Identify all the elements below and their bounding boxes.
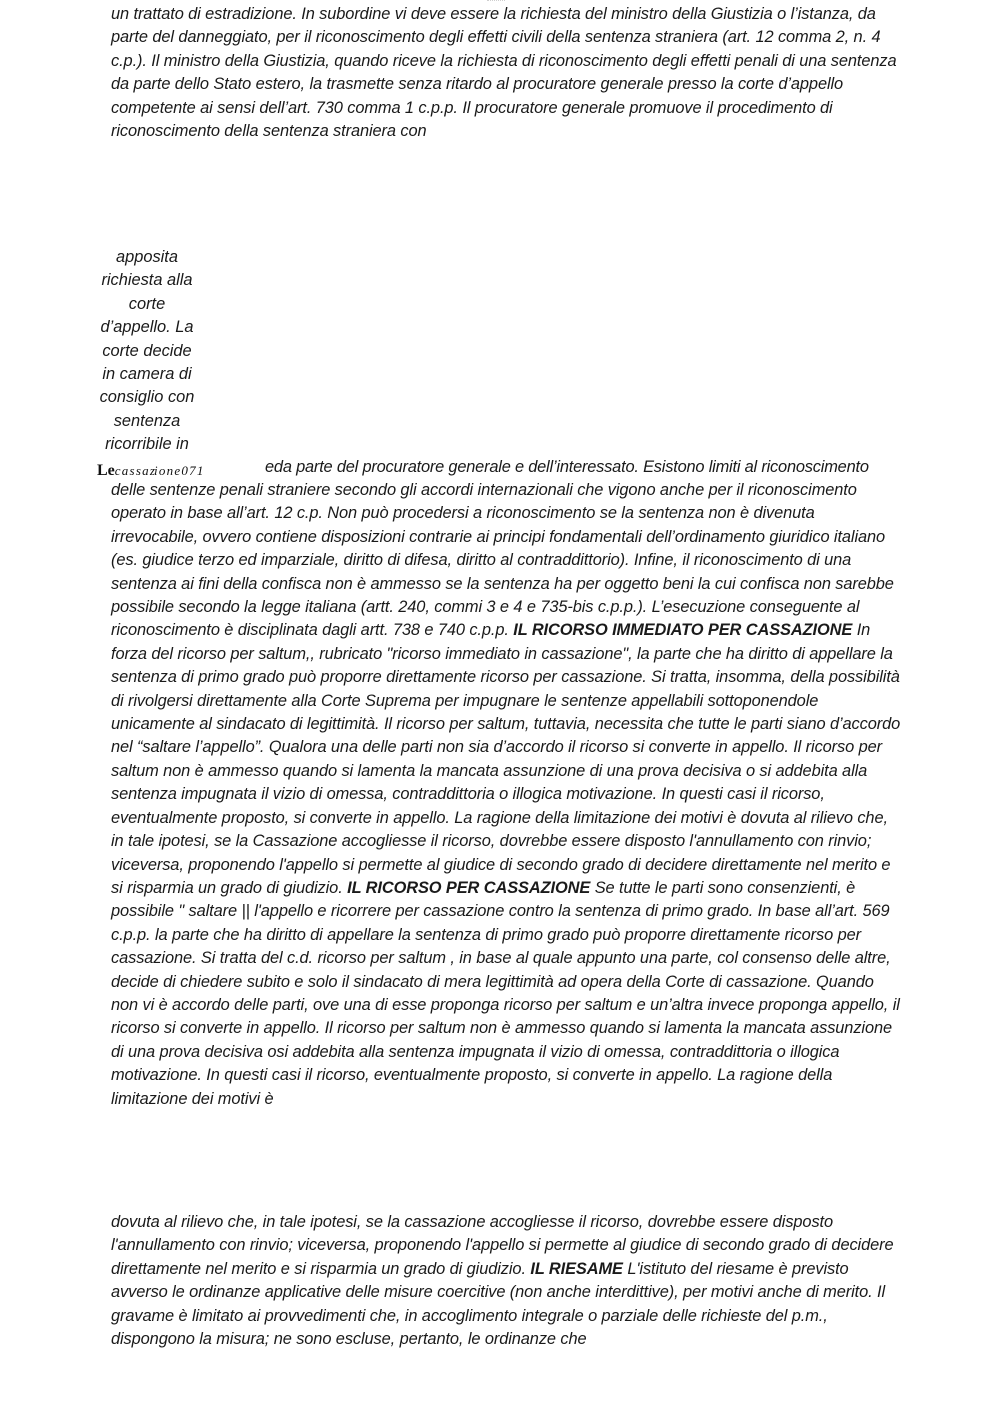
- paragraph-estradizione: [111, 3, 901, 143]
- column-line: d’appello. La: [100, 318, 194, 337]
- column-line: sentenza: [113, 411, 181, 430]
- paragraph-text-a: delle sentenze penali straniere secondo gli accordi internazionali che vigono anche per il riconoscimento operato in base all’art. 12 c.p. Non può procedersi a riconoscimento se la sentenza non è divenuta irrevocabile, ovvero contiene disposizioni contrarie ai principi fondamentali dell’ordinamento giuridico italiano (es. giudice terzo ed imparziale, diritto di difesa, diritto al contraddittorio). Infine, il riconoscimento di una sentenza ai fini della confisca non è ammesso se la sentenza ha per oggetto beni la cui confisca non sarebbe possibile secondo la legge italiana (artt. 240, commi 3 e 4 e 735-bis c.p.p.). L’esecuzione conseguente al riconoscimento è disciplinata dagli artt. 738 e 740 c.p.p.: [111, 481, 894, 640]
- column-line: corte: [128, 294, 166, 313]
- lead-text: eda parte del procuratore generale e dell’interessato. Esistono limiti al riconoscimento: [265, 458, 869, 476]
- paragraph-lead-line: [111, 456, 901, 479]
- narrow-column-text: [93, 246, 201, 457]
- paragraph-text-a: dovuta al rilievo che, in tale ipotesi, se la cassazione accogliesse il ricorso, dovrebbe essere disposto l'annullamento con rinvio; viceversa, proponendo l'appello si permette al giudice di secondo grado di decidere direttamente nel merito e si risparmia un grado di giudizio.: [111, 1213, 894, 1278]
- paragraph-text-c: Se tutte le parti sono consenzienti, è possibile " saltare || l'appello e ricorrere per cassazione contro la sentenza di primo grado. In base all’art. 569 c.p.p. la parte che ha diritto di appellare la sentenza di primo grado può proporre direttamente ricorso per cassazione. Si tratta del c.d. ricorso per saltum , in base al quale appunto una parte, col consenso delle altre, decide di chiedere subito e solo il sindacato di mera legittimità ad opera della Corte di cassazione. Quando non vi è accordo delle parti, ove una di esse proponga ricorso per saltum e un’altra invece proponga appello, il ricorso si converte in appello. Il ricorso per saltum non è ammesso quando si lamenta la mancata assunzione di una prova decisiva osi addebita alla sentenza impugnata il vizio di omessa, contraddittoria o illogica motivazione. In questi casi il ricorso, eventualmente proposto, si converte in appello. La ragione della limitazione dei motivi è: [111, 878, 900, 1108]
- column-line: consiglio con: [99, 388, 195, 407]
- paragraph-ricorso: [111, 479, 901, 1111]
- paragraph-text: un trattato di estradizione. In subordine vi deve essere la richiesta del ministro della Giustizia o l’istanza, da parte del danneggiato, per il riconoscimento degli effetti civili della sentenza straniera (art. 12 comma 2, n. 4 c.p.). Il ministro della Giustizia, quando riceve la richiesta di riconoscimento degli effetti penali di una sentenza da parte dello Stato estero, la trasmette senza ritardo al procuratore generale presso la corte d’appello competente ai sensi dell’art. 730 comma 1 c.p.p. Il procuratore generale promuove il procedimento di riconoscimento della sentenza straniera con: [111, 5, 897, 141]
- section-heading-ricorso-immediato: IL RICORSO IMMEDIATO PER CASSAZIONE: [513, 621, 853, 640]
- column-line: in camera di: [102, 365, 192, 384]
- paragraph-riesame: [111, 1211, 901, 1351]
- watermark-prefix: Le: [97, 462, 115, 479]
- paragraph-text-b: In forza del ricorso per saltum,, rubricato "ricorso immediato in cassazione", la parte che ha diritto di appellare la sentenza di primo grado può proporre direttamente ricorso per cassazione. Si tratta, insomma, della possibilità di rivolgersi direttamente alla Corte Suprema per impugnare le sentenze appellabili sottoponendole unicamente al sindacato di legittimità. Il ricorso per saltum, tuttavia, necessita che tutte le parti siano d’accordo nel “saltare l’appello”. Qualora una delle parti non sia d’accordo il ricorso si converte in appello. Il ricorso per saltum non è ammesso quando si lamenta la mancata assunzione di una prova decisiva o si addebita alla sentenza impugnata il vizio di omessa, contraddittoria o illogica motivazione. In questi casi il ricorso, eventualmente proposto, si converte in appello. La ragione della limitazione dei motivi è dovuta al rilievo che, in tale ipotesi, se la Cassazione accogliesse il ricorso, dovrebbe essere disposto l'annullamento con rinvio; viceversa, proponendo l'appello si permette al giudice di secondo grado di decidere direttamente nel merito e si risparmia un grado di giudizio.: [111, 621, 901, 897]
- column-line: ricorribile in: [105, 435, 189, 454]
- section-heading-riesame: IL RIESAME: [530, 1259, 623, 1278]
- column-line: apposita: [116, 248, 178, 266]
- column-line: richiesta alla: [101, 271, 193, 290]
- watermark-tail: c a s s a zi o n e 0 7 1: [114, 463, 203, 478]
- paragraph-text-b: L'istituto del riesame è previsto avverso le ordinanze applicative delle misure coercitive (non anche interdittive), per motivi anche di merito. Il gravame è limitato ai provvedimenti che, in accoglimento integrale o parziale delle richieste del p.m., dispongono la misura; ne sono escluse, pertanto, le ordinanze che: [111, 1259, 886, 1349]
- overlapping-watermark-text: [97, 462, 202, 480]
- section-heading-ricorso-cassazione: IL RICORSO PER CASSAZIONE: [347, 878, 591, 897]
- column-line: corte decide: [102, 341, 192, 360]
